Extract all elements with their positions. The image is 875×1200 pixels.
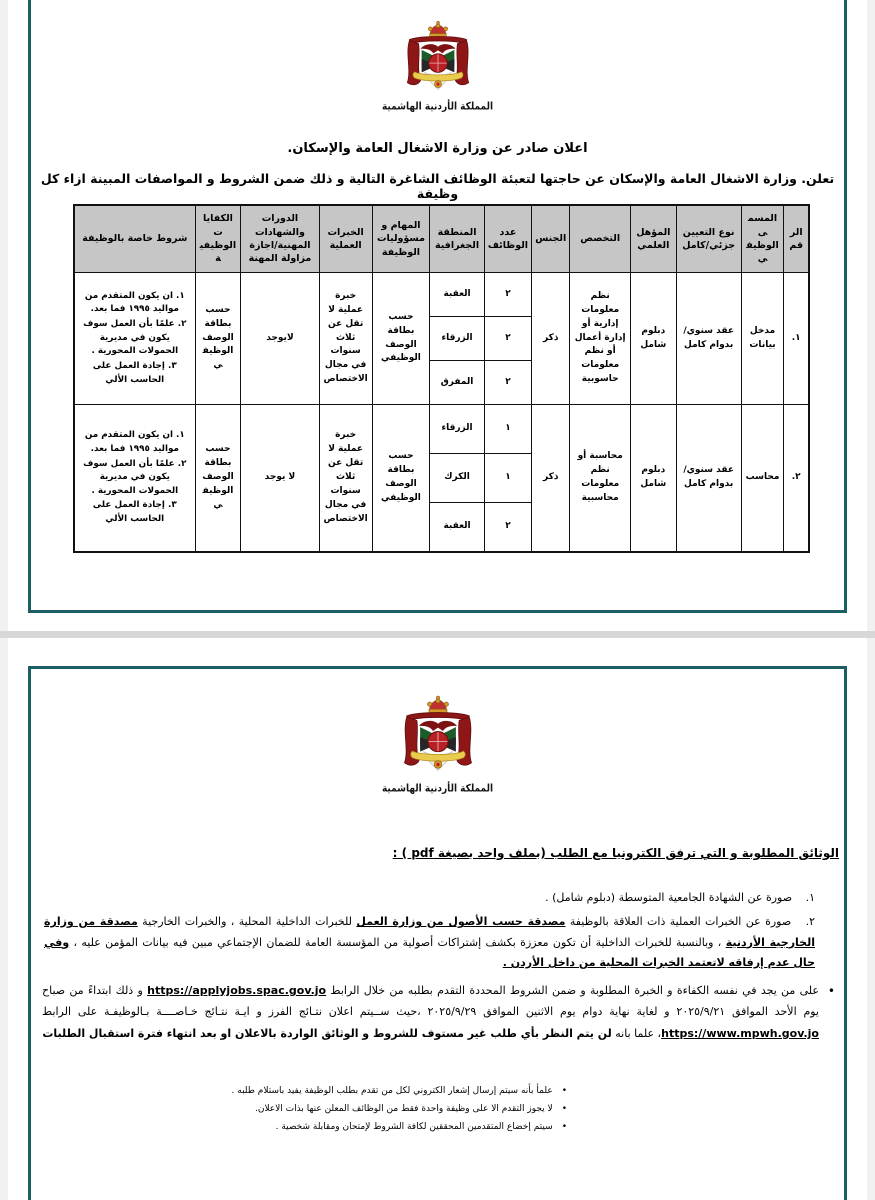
list-item: [44, 888, 815, 908]
jordan-coat-of-arms: [373, 20, 503, 112]
apply-jobs-link[interactable]: https://applyjobs.spac.gov.jo: [147, 984, 327, 997]
emblem-caption: المملكة الأردنية الهاشمية: [381, 101, 494, 113]
note-text: علمأ بأنه سيتم إرسال إشعار الكتروني لكل من تقدم بطلب الوظيفة يفيد باستلام طلبه .: [231, 1086, 553, 1096]
cell-courses: لايوجد: [241, 273, 319, 405]
bullet-icon: •: [561, 1122, 567, 1132]
cell-specialization: نظم معلومات إدارية أو إدارة أعمال أو نظم معلومات حاسوبية: [570, 273, 631, 405]
coat-of-arms-icon: [394, 20, 482, 96]
item-text: ، وبالنسبة للخبرات الداخلية أن تكون معززة بكشف إشتراكات أصولية من المؤسسة العامة للضمان الإجتماعي مبين فيه بيانات المؤمن عليه ،: [69, 935, 726, 949]
table-header-row: [74, 205, 809, 273]
condition-line: ٢. علمًا بأن العمل سوف يكون في مديرية الحمولات المحورية .: [83, 319, 187, 357]
table-row: [74, 273, 809, 317]
apply-text: و ذلك ابتداءً من صباح يوم الأحد الموافق ٢٠٢٥/٩/٢١ و لغاية نهاية دوام يوم الاثنين الموافق ٢٠٢٥/٩/٢٩ ،حيث ســيتم اعلان نتـائج الفرز و ايـة نتـائج خـاصــــة بـالوظيفـة على الرابط: [42, 984, 819, 1019]
cell-competencies: حسب بطاقة الوصف الوظيفي: [195, 273, 241, 405]
cell-experience: خبرة عملية لا تقل عن ثلاث سنوات في مجال الاختصاص: [319, 273, 372, 405]
item-text: صورة عن الشهادة الجامعية المتوسطة (دبلوم شامل) .: [545, 891, 793, 904]
cell-duties: حسب بطاقة الوصف الوظيفي: [372, 405, 430, 553]
announcement-page-1: [8, 0, 867, 631]
apply-text: ، علما بانه: [611, 1026, 662, 1040]
cell-region: الكرك: [430, 454, 485, 503]
cell-region: الزرقاء: [430, 405, 485, 454]
list-item: [232, 1118, 567, 1136]
cell-count: ١: [484, 454, 531, 503]
note-text: لا يجوز التقدم الا على وظيفة واحدة فقط من الوظائف المعلن عنها بذات الاعلان.: [254, 1104, 553, 1114]
cell-count: ٢: [484, 317, 531, 361]
header-gender: الجنس: [532, 205, 570, 273]
application-instructions: [42, 980, 837, 1044]
header-region: المنطقة الجغرافية: [430, 205, 485, 273]
condition-line: ٢. علمًا بأن العمل سوف يكون في مديرية الحمولات المحورية .: [83, 458, 187, 496]
cell-gender: ذكر: [532, 405, 570, 553]
condition-line: ١. ان يكون المتقدم من مواليد ١٩٩٥ فما بعد.: [84, 290, 185, 315]
cell-count: ١: [484, 405, 531, 454]
cell-number: ٢.: [784, 405, 809, 553]
cell-specialization: محاسبة أو نظم معلومات محاسبية: [570, 405, 631, 553]
cell-region: الزرقاء: [430, 317, 485, 361]
header-competencies: الكفايات الوظيفية: [195, 205, 241, 273]
header-experience: الخبرات العملية: [319, 205, 372, 273]
apply-text: على من يجد في نفسه الكفاءة و الخبرة المطلوبة و ضمن الشروط المحددة التقدم بطلبه من خلال الرابط: [326, 984, 819, 997]
cell-gender: ذكر: [532, 273, 570, 405]
page-separator: [0, 631, 875, 638]
jordan-coat-of-arms: [373, 694, 503, 794]
item-number: ١.: [805, 891, 815, 904]
cell-qualification: دبلوم شامل: [630, 273, 676, 405]
announcement-intro: تعلن. وزارة الاشغال العامة والإسكان عن حاجتها لتعبئة الوظائف الشاغرة التالية و ذلك ضمن الشروط و المواصفات المبينة ازاء كل وظيفة: [40, 171, 835, 201]
announcement-page-2: [8, 638, 867, 1200]
cell-count: ٢: [484, 361, 531, 405]
cell-region: العقبة: [430, 503, 485, 553]
cell-count: ٢: [484, 273, 531, 317]
list-item: [232, 1082, 567, 1100]
item-number: ٢.: [805, 915, 815, 929]
list-item: [44, 912, 815, 973]
cell-region: العقبة: [430, 273, 485, 317]
cell-count: ٢: [484, 503, 531, 553]
condition-line: ١. ان يكون المتقدم من مواليد ١٩٩٥ فما بعد.: [84, 430, 185, 454]
item-text: للخبرات الداخلية المحلية ، والخبرات الخارجية: [137, 915, 357, 929]
emblem-caption: المملكة الأردنية الهاشمية: [381, 783, 494, 795]
required-documents-list: [44, 888, 815, 977]
cell-appointment: عقد سنوي/بدوام كامل: [676, 405, 741, 553]
item-text-emphasis: وفي حال عدم إرفاقه لاتعتمد الخبرات المحلية من داخل الأردن .: [44, 935, 815, 970]
list-item: [232, 1100, 567, 1118]
cell-job-title: محاسب: [741, 405, 784, 553]
header-qualification: المؤهل العلمي: [630, 205, 676, 273]
cell-conditions: [74, 273, 195, 405]
header-duties: المهام و مسؤوليات الوظيفة: [372, 205, 430, 273]
bullet-icon: •: [827, 984, 835, 998]
condition-line: ٣. إجادة العمل على الحاسب الألي: [92, 360, 177, 385]
cell-qualification: دبلوم شامل: [630, 405, 676, 553]
required-documents-heading: الوثائق المطلوبة و التي ترفق الكترونيا مع الطلب (بملف واحد بصيغة pdf ) :: [392, 846, 839, 860]
cell-conditions: [74, 405, 195, 553]
cell-appointment: عقد سنوي/بدوام كامل: [676, 273, 741, 405]
header-job-title: المسمى الوظيفي: [741, 205, 784, 273]
cell-experience: خبرة عملية لا تقل عن ثلاث سنوات في مجال الاختصاص: [319, 405, 372, 553]
vacancies-table-wrap: [73, 204, 810, 553]
cell-competencies: حسب بطاقة الوصف الوظيفي: [195, 405, 241, 553]
cell-duties: حسب بطاقة الوصف الوظيفي: [372, 273, 430, 405]
header-specialization: التخصص: [570, 205, 631, 273]
footer-notes: [232, 1082, 567, 1136]
condition-line: ٣. إجادة العمل على الحاسب الألي: [92, 500, 177, 525]
coat-of-arms-icon: [390, 694, 486, 778]
apply-text-emphasis: لن يتم النظر بأي طلب غير مستوف للشروط و الوثائق الواردة بالاعلان او بعد انتهاء فترة استقبال الطلبات: [42, 1026, 612, 1040]
item-text-emphasis: مصدقة حسب الأصول من وزارة العمل: [356, 915, 566, 929]
bullet-icon: •: [561, 1104, 567, 1114]
header-number: الرقم: [784, 205, 809, 273]
cell-courses: لا يوجد: [241, 405, 319, 553]
header-vacancy-count: عدد الوظائف: [484, 205, 531, 273]
table-row: [74, 405, 809, 454]
item-text: صورة عن الخبرات العملية ذات العلاقة بالوظيفة: [565, 915, 792, 929]
header-courses: الدورات والشهادات المهنية/اجازة مزاولة المهنة: [241, 205, 319, 273]
item-text-emphasis: مصدقة من وزارة الخارجية الأردنية: [44, 915, 815, 949]
header-appointment-type: نوع التعيين جزئي/كامل: [676, 205, 741, 273]
cell-number: ١.: [784, 273, 809, 405]
vacancies-table: [73, 204, 810, 553]
ministry-website-link[interactable]: https://www.mpwh.gov.jo: [661, 1026, 819, 1040]
cell-job-title: مدخل بيانات: [741, 273, 784, 405]
header-special-conditions: شروط خاصة بالوظيفة: [74, 205, 195, 273]
bullet-icon: •: [561, 1086, 567, 1096]
note-text: سيتم إخضاع المتقدمين المحققين لكافة الشروط لإمتحان ومقابلة شخصية .: [275, 1122, 553, 1132]
announcement-title: اعلان صادر عن وزارة الاشغال العامة والإسكان.: [287, 141, 588, 156]
cell-region: المفرق: [430, 361, 485, 405]
